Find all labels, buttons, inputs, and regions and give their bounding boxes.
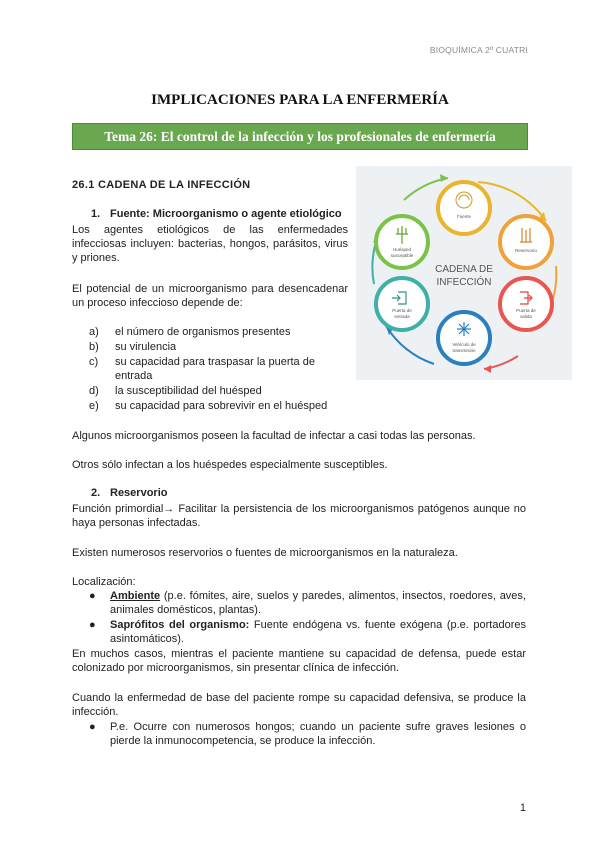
item1-paragraph-2: El potencial de un microorganismo para desencadenar un proceso infeccioso depende de:	[72, 283, 348, 309]
bullet-text: P.e. Ocurre con numerosos hongos; cuando un paciente sufre graves lesiones o pierde la inmunocompetencia, se produce la infección.	[110, 721, 526, 747]
list-text: su capacidad para sobrevivir en el huésped	[115, 400, 328, 412]
item2-paragraph-1: Función primordial→ Facilitar la persistencia de los microorganismos patógenos aunque no haya personas infectadas.	[72, 503, 526, 529]
list-marker: e)	[89, 400, 99, 412]
diagram-node-vehiculo	[438, 312, 490, 364]
list-text-continued: entrada	[115, 370, 153, 382]
list-item	[89, 618, 526, 646]
node-label: Vehículo de	[452, 342, 476, 347]
bullet-term: Ambiente	[110, 590, 161, 602]
item2-paragraph-3: Localización:	[72, 576, 136, 588]
list-item	[89, 399, 359, 413]
diagram-node-reservorio	[500, 216, 552, 268]
flow-arrow	[386, 326, 434, 364]
page-title: IMPLICACIONES PARA LA ENFERMERÍA	[151, 92, 449, 108]
arrowhead-icon	[484, 365, 491, 373]
list-item	[89, 355, 349, 383]
item1-paragraph-4: Otros sólo infectan a los huéspedes especialmente susceptibles.	[72, 459, 388, 471]
bullet-dot: ●	[89, 590, 96, 602]
topic-title: Tema 26: El control de la infección y los profesionales de enfermería	[104, 129, 496, 144]
topic-banner	[72, 123, 528, 150]
item2-number: 2.	[91, 487, 101, 499]
infection-chain-svg	[356, 166, 572, 380]
diagram-center-line1: CADENA DE	[435, 264, 493, 275]
bullet-body: (p.e. fómites, aire, suelos y paredes, alimentos, insectos, roedores, aves, animales domésticos, plantas).	[110, 590, 526, 616]
node-label: Huésped	[392, 247, 412, 252]
list-text: la susceptibilidad del huésped	[115, 385, 262, 397]
list-marker: a)	[89, 326, 99, 338]
node-label-2: salida	[520, 314, 532, 319]
item2-title: Reservorio	[110, 487, 168, 499]
item1-paragraph-3: Algunos microorganismos poseen la facultad de infectar a casi todas las personas.	[72, 430, 476, 442]
page-number: 1	[519, 802, 526, 814]
node-label: Puerta de	[516, 308, 536, 313]
item1-paragraph-1: Los agentes etiológicos de las enfermedades infecciosas incluyen: bacterias, hongos, parásitos, virus y priones.	[72, 224, 348, 264]
item2-paragraph-4: En muchos casos, mientras el paciente mantiene su capacidad de defensa, puede estar colonizado por microorganismos, sin presentar clínica de infección.	[72, 648, 526, 674]
header-course-label: BIOQUÍMICA 2º CUATRI	[429, 45, 528, 55]
node-label: Puerta de	[392, 308, 412, 313]
infection-chain-diagram	[356, 166, 572, 380]
list-text: su virulencia	[115, 341, 177, 353]
section-heading: 26.1 CADENA DE LA INFECCIÓN	[72, 179, 251, 191]
arrowhead-icon	[440, 174, 448, 182]
diagram-node-puerta-entrada	[376, 278, 428, 330]
list-marker: c)	[89, 356, 99, 368]
list-item	[89, 720, 526, 748]
bullet-text	[110, 589, 526, 617]
diagram-center-line2: INFECCIÓN	[436, 277, 492, 288]
list-item	[89, 384, 349, 398]
diagram-node-puerta-salida	[500, 278, 552, 330]
bullet-text	[110, 618, 526, 646]
node-label-2: susceptible	[390, 253, 414, 258]
node-label: Reservorio	[515, 248, 537, 253]
node-label-2: entrada	[394, 314, 410, 319]
list-item	[89, 325, 349, 339]
bullet-body: Fuente endógena vs. fuente exógena (p.e. portadores asintomáticos).	[110, 619, 527, 645]
list-item	[89, 589, 526, 617]
bullet-dot: ●	[89, 619, 96, 631]
list-text: el número de organismos presentes	[115, 326, 291, 338]
item2-paragraph-2: Existen numerosos reservorios o fuentes de microorganismos en la naturaleza.	[72, 547, 458, 559]
node-ring	[438, 312, 490, 364]
node-label: Fuente	[456, 214, 472, 219]
diagram-node-fuente	[438, 182, 490, 234]
list-marker: b)	[89, 341, 99, 353]
virus-icon	[457, 322, 471, 336]
plant-icon	[520, 228, 532, 242]
item2-paragraph-5: Cuando la enfermedad de base del paciente rompe su capacidad defensiva, se produce la infección.	[72, 692, 526, 718]
node-label-2: transmisión	[452, 348, 476, 353]
diagram-node-huesped	[376, 216, 428, 268]
list-item	[89, 340, 349, 354]
bullet-term: Saprófitos del organismo:	[110, 619, 250, 631]
item1-title: Fuente: Microorganismo o agente etiológico	[110, 208, 342, 220]
item1-number: 1.	[91, 208, 101, 220]
list-marker: d)	[89, 385, 99, 397]
bullet-dot: ●	[89, 721, 96, 733]
list-text: su capacidad para traspasar la puerta de	[115, 356, 315, 368]
